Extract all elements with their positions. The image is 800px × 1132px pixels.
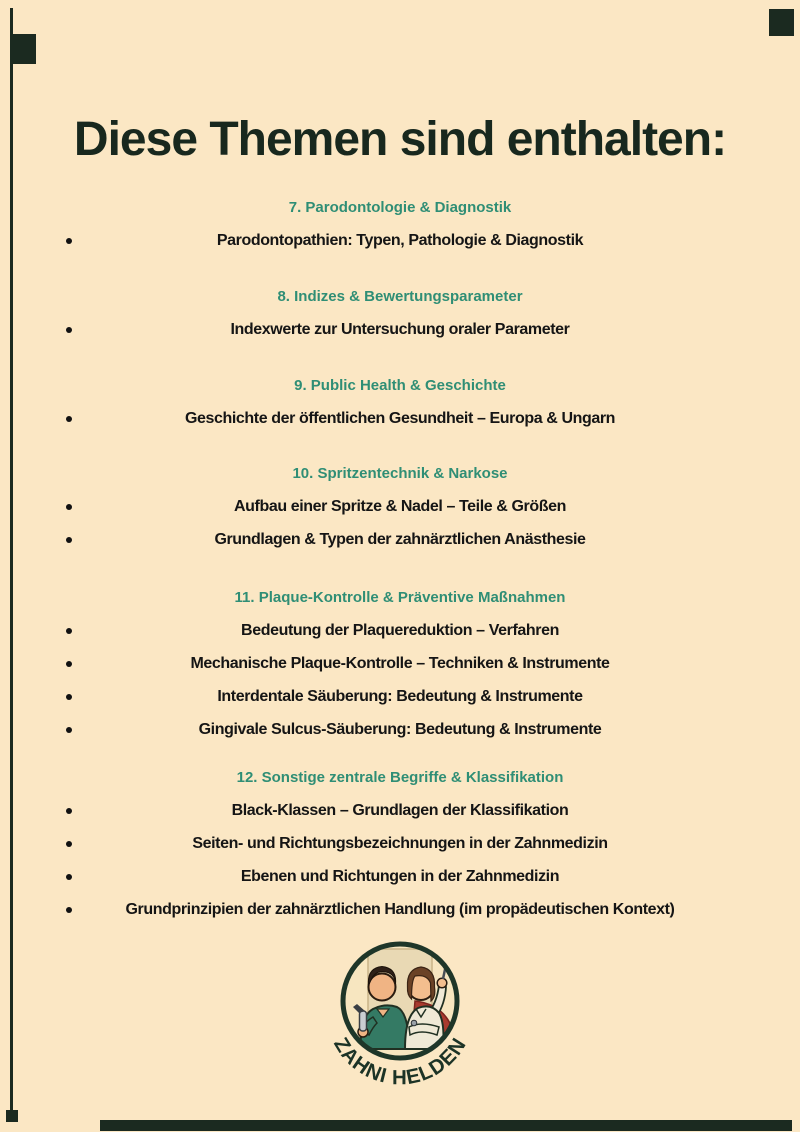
page-edge-mark-bottom-left	[6, 1110, 18, 1122]
section-heading: 10. Spritzentechnik & Narkose	[292, 465, 508, 482]
page-edge-mark-top-left	[10, 34, 36, 64]
section-heading: 9. Public Health & Geschichte	[294, 377, 506, 394]
zahni-helden-logo	[315, 935, 485, 1107]
list-item	[0, 319, 800, 341]
bullet-icon	[66, 808, 72, 814]
list-item-label: Interdentale Säuberung: Bedeutung & Instrumente	[217, 688, 583, 705]
list-item-label: Bedeutung der Plaquereduktion – Verfahren	[241, 622, 559, 639]
logo-wordmark: ZAHNI HELDEN	[329, 1033, 472, 1090]
section-10	[0, 463, 800, 551]
list-item-label: Mechanische Plaque-Kontrolle – Techniken & Instrumente	[190, 655, 610, 672]
section-12	[0, 767, 800, 921]
list-item	[0, 620, 800, 642]
list-item	[0, 496, 800, 518]
bullet-icon	[66, 628, 72, 634]
section-heading: 12. Sonstige zentrale Begriffe & Klassifikation	[236, 769, 564, 786]
list-item-label: Parodontopathien: Typen, Pathologie & Diagnostik	[216, 232, 584, 249]
list-item-label: Aufbau einer Spritze & Nadel – Teile & Größen	[234, 498, 566, 515]
list-item-label: Indexwerte zur Untersuchung oraler Parameter	[230, 321, 570, 338]
list-item	[0, 230, 800, 252]
bullet-icon	[66, 504, 72, 510]
section-heading: 11. Plaque-Kontrolle & Präventive Maßnahmen	[234, 589, 566, 606]
bullet-icon	[66, 874, 72, 880]
list-item-label: Black-Klassen – Grundlagen der Klassifikation	[231, 802, 569, 819]
page-edge-mark-bottom-bar	[100, 1120, 792, 1131]
list-item	[0, 408, 800, 430]
list-item-label: Grundlagen & Typen der zahnärztlichen Anästhesie	[214, 531, 586, 548]
bullet-icon	[66, 694, 72, 700]
list-item	[0, 899, 800, 921]
list-item-label: Ebenen und Richtungen in der Zahnmedizin	[240, 868, 560, 885]
section-9	[0, 375, 800, 430]
list-item-label: Seiten- und Richtungsbezeichnungen in der Zahnmedizin	[192, 835, 608, 852]
section-heading: 7. Parodontologie & Diagnostik	[288, 199, 512, 216]
section-7	[0, 197, 800, 252]
bullet-icon	[66, 907, 72, 913]
list-item	[0, 686, 800, 708]
list-item-label: Gingivale Sulcus-Säuberung: Bedeutung & Instrumente	[198, 721, 602, 738]
page-edge-mark-top-right	[769, 9, 794, 36]
bullet-icon	[66, 537, 72, 543]
list-item	[0, 529, 800, 551]
list-item-label: Grundprinzipien der zahnärztlichen Handlung (im propädeutischen Kontext)	[125, 901, 675, 918]
bullet-icon	[66, 416, 72, 422]
bullet-icon	[66, 327, 72, 333]
bullet-icon	[66, 841, 72, 847]
list-item	[0, 833, 800, 855]
section-8	[0, 286, 800, 341]
bullet-icon	[66, 238, 72, 244]
topics-list	[0, 188, 800, 921]
page-title: Diese Themen sind enthalten:	[73, 113, 727, 167]
list-item	[0, 800, 800, 822]
section-heading: 8. Indizes & Bewertungsparameter	[277, 288, 523, 305]
list-item	[0, 719, 800, 741]
section-11	[0, 587, 800, 741]
list-item	[0, 866, 800, 888]
bullet-icon	[66, 727, 72, 733]
list-item	[0, 653, 800, 675]
bullet-icon	[66, 661, 72, 667]
list-item-label: Geschichte der öffentlichen Gesundheit – Europa & Ungarn	[184, 410, 616, 427]
